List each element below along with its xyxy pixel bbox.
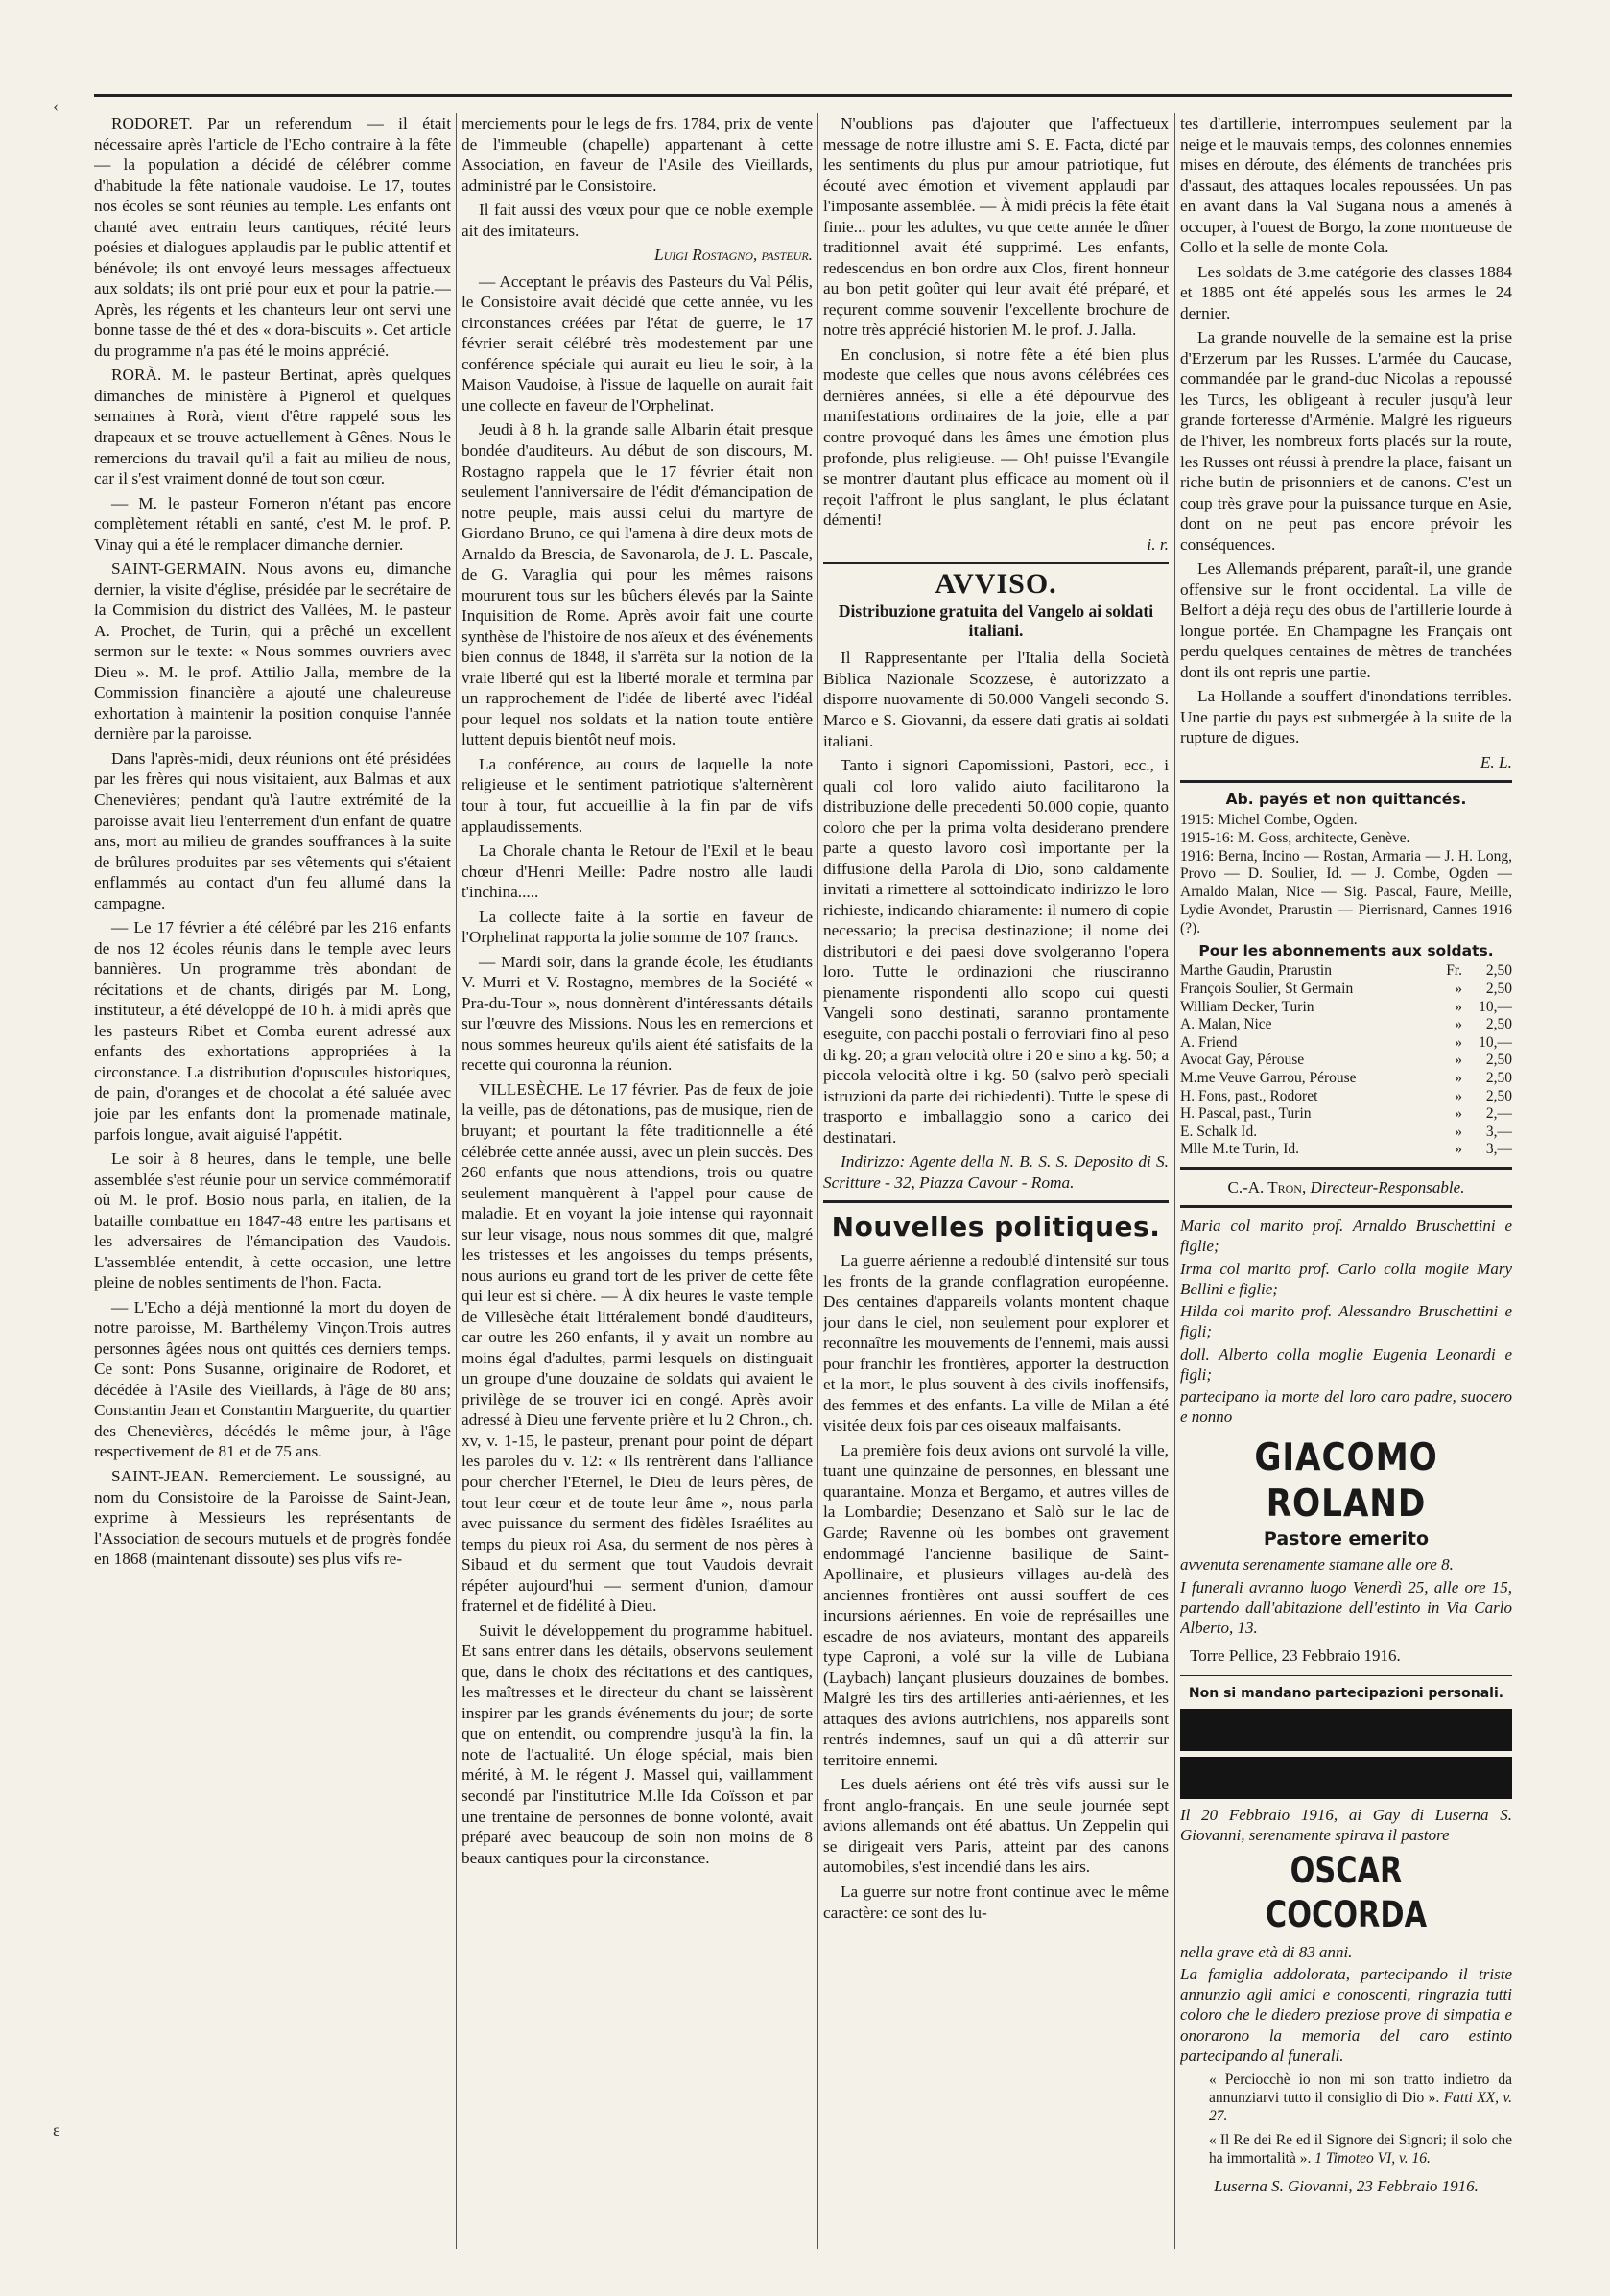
amount-value: 2,50 xyxy=(1485,962,1512,980)
subscriber-name: H. Pascal, past., Turin xyxy=(1180,1105,1312,1123)
column-4 xyxy=(1180,113,1512,2253)
politiques-paragraph: La première fois deux avions ont survolé la ville, tuant une quinzaine de personnes, en blessant une quarantaine. Monza et Bergamo, et autres villes de la Lombardie; Desenzano et Salò sur le lac de Garde; Ravenne où les bombes ont gravement endommagé l'ancienne basilique de Saint-Apollinaire, et plusieurs villages au-delà des anciennes frontières ont aussi souffert de ces incursions aériennes. En voie de représailles une escadre de nos aviateurs, montant des appareils type Caproni, a volé sur la ville de Lubiana (Laybach) lançant plusieurs douzaines de bombes. Malgré les tirs des artilleries anti-aériennes, et les attaques des avions autrichiens, nos appareils sont rentrés indemnes, sauf un qui a dû atterrir sur territoire ennemi. xyxy=(823,1440,1169,1769)
article-saint-germain-3: — Le 17 février a été célébré par les 216 enfants de nos 12 écoles réunis dans le temple avec leurs bannières. Un programme très abondant de récitations et de chants, dirigés par M. Long, instituteur, a été développé de 10 h. à midi après que les pasteurs Ribet et Comba eurent adressé aux enfants des exhortations appropriées à la circonstance. La distribution d'opuscules historiques, de pain, d'oranges et de chocolat a été saluée avec joie par les enfants dont la promenade matinale, parfois longue, avait aiguisé l'appétit. xyxy=(94,918,451,1144)
payes-title: Ab. payés et non quittancés. xyxy=(1225,791,1467,809)
obituary-family-line: partecipano la morte del loro caro padre, suocero e nonno xyxy=(1180,1387,1512,1427)
soldats-table xyxy=(1180,962,1512,1159)
table-row xyxy=(1180,1124,1512,1142)
table-row xyxy=(1180,1034,1512,1053)
paragraph: N'oublions pas d'ajouter que l'affectueux message de notre illustre ami S. E. Facta, dicté par les sentiments du plus pur amour patriotique, fut écouté avec émotion et vivement applaudi par l'imposante assemblée. — À midi précis la fête était finie... pour les adultes, vu que cette année le dîner traditionnel avait été supprimé. Les enfants, redescendus en bon ordre aux Clos, firent honneur au bon petit goûter qui leur avait été préparé, et reçurent comme souvenir l'excellente brochure de notre très apprécié historien M. le prof. J. Jalla. xyxy=(823,114,1169,340)
director-line xyxy=(1180,1177,1512,1197)
divider xyxy=(1180,780,1512,783)
soldats-title: Pour les abonnements aux soldats. xyxy=(1198,942,1494,960)
nouvelles-politiques-title: Nouvelles politiques. xyxy=(831,1211,1161,1243)
amount-value: 2,50 xyxy=(1485,1052,1512,1069)
payes-line: 1915: Michel Combe, Ogden. xyxy=(1180,811,1358,828)
subscriber-name: M.me Veuve Garrou, Pérouse xyxy=(1180,1069,1357,1086)
signature: E. L. xyxy=(1480,752,1512,771)
avviso-paragraph: Il Rappresentante per l'Italia della Società Biblica Nazionale Scozzese, è autorizzato a disporre nuovamente di 50.000 Vangeli secondo S. Marco e S. Giovanni, da essere dati gratis ai soldati italiani. xyxy=(823,649,1169,750)
amount-value: 2,50 xyxy=(1485,1069,1512,1086)
divider xyxy=(1180,1167,1512,1170)
paragraph: Suivit le développement du programme habituel. Et sans entrer dans les détails, observons seulement que, dans le choix des récitations et des cantiques, les maîtresses et le directeur du chant se laissèrent inspirer par les grands événements du jour; de sorte que on entendit, ou comprendre jusqu'à la fin, la note de l'actualité. Un éloge spécial, mais bien mérité, à M. le régent J. Massel qui, vaillamment secondé par l'institutrice M.lle Ida Coïsson et par une trentaine de personnes de bonne volonté, avait préparé avec beaucoup de soin non moins de 8 beaux cantiques pour la circonstance. xyxy=(462,1621,813,1867)
subscriber-name: William Decker, Turin xyxy=(1180,998,1314,1015)
amount-value: 3,— xyxy=(1485,1123,1512,1140)
amount-value: 10,— xyxy=(1479,1033,1512,1051)
politiques-paragraph: Les duels aériens ont été très vifs aussi sur le front anglo-français. En une seule journée sept avions allemands ont été abattus. Un Zeppelin qui se dirigeait vers Paris, atteint par des canons automobiles, s'est incendié dans les airs. xyxy=(823,1775,1169,1877)
obituary-intro: Il 20 Febbraio 1916, ai Gay di Luserna S. Giovanni, serenamente spirava il pastore xyxy=(1180,1805,1512,1845)
table-row xyxy=(1180,999,1512,1017)
obituary-text: avvenuta serenamente stamane alle ore 8. xyxy=(1180,1555,1454,1574)
paragraph: La Hollande a souffert d'inondations terribles. Une partie du pays est submergée à la suite de la rupture de digues. xyxy=(1180,687,1512,747)
director-role: Directeur-Responsable. xyxy=(1310,1177,1465,1196)
top-rule xyxy=(94,94,1512,97)
currency-mark: » xyxy=(1455,1033,1462,1051)
article-saint-germain-4: Le soir à 8 heures, dans le temple, une belle assemblée s'est réunie pour un service commémoratif où M. le prof. Bosio nous parla, en italien, de la bataille combattue en 1847-48 entre les partisans et les adversaires de l'émancipation des Vaudois. L'assemblée entendit, à cette occasion, une lettre pleine de nobles sentiments de l'hon. Facta. xyxy=(94,1149,451,1292)
quote-text: « Perciocchè io non mi son tratto indietro da annunziarvi tutto il consiglio di Dio ». xyxy=(1209,2071,1512,2106)
subscriber-name: A. Friend xyxy=(1180,1033,1238,1051)
paragraph: tes d'artillerie, interrompues seulement par la neige et le mauvais temps, des colonnes ennemies mises en déroute, des éléments de tranchées pris d'assaut, des attaques locales repoussées. Un pas en avant dans la Val Sugana nous a amenés à occuper, à l'ouest de Borgo, la zone montueuse de Collo et la selle de monte Cola. xyxy=(1180,114,1512,257)
table-row xyxy=(1180,1070,1512,1088)
avviso-subtitle: Distribuzione gratuita del Vangelo ai soldati italiani. xyxy=(838,602,1154,641)
article-rora-2: — M. le pasteur Forneron n'étant pas encore complètement rétabli en santé, c'est M. le prof. P. Vinay qui a été le remplacer dimanche dernier. xyxy=(94,493,451,554)
subscriber-name: Avocat Gay, Pérouse xyxy=(1180,1052,1305,1069)
article-rodoret: RODORET. Par un referendum — il était nécessaire après l'article de l'Echo contraire à la fête — la population a décidé de célébrer comme d'habitude la fête nationale vaudoise. Le 17, toutes nos écoles se sont réunies au temple. Les enfants ont chanté avec entrain leurs cantiques, récité leurs poésies et dialogues applaudis par le public attentif et bénévole; ils ont envoyé leurs messages affectueux aux soldats; ils ont prié pour eux et pour la patrie.— Après, les régents et les chanteurs leur ont servi une bonne tasse de thé et des « dora-biscuits ». Cet article du programme n'a pas été le moins apprécié. xyxy=(94,114,451,360)
obituary-family-line: doll. Alberto colla moglie Eugenia Leonardi e figli; xyxy=(1180,1344,1512,1384)
amount-value: 2,50 xyxy=(1485,981,1512,997)
obituary-name: GIACOMO ROLAND xyxy=(1254,1435,1438,1527)
avviso-address: Indirizzo: Agente della N. B. S. S. Deposito di S. Scritture - 32, Piazza Cavour - Roma. xyxy=(823,1152,1169,1192)
paragraph: — Acceptant le préavis des Pasteurs du Val Pélis, le Consistoire avait décidé que cette année, vu les circonstances créées par l'état de guerre, le 17 février serait célébré très modestement par une conférence spéciale qui aurait eu lieu le soir, à la Maison Vaudoise, à l'issue de laquelle on aurait fait une collecte en faveur de l'Orphelinat. xyxy=(462,272,813,414)
obituary-family-line: Maria col marito prof. Arnaldo Bruschettini e figlie; xyxy=(1180,1217,1512,1256)
table-row xyxy=(1180,1016,1512,1034)
currency-mark: » xyxy=(1455,1105,1462,1123)
subscriber-name: E. Schalk Id. xyxy=(1180,1123,1258,1140)
obituary-text: I funerali avranno luogo Venerdì 25, alle ore 15, partendo dall'abitazione dell'estinto in Via Carlo Alberto, 13. xyxy=(1180,1577,1512,1638)
column-rule xyxy=(456,113,457,2249)
payes-line: 1916: Berna, Incino — Rostan, Armaria — J. H. Long, Provo — D. Soulier, Id. — J. Combe, Ogden — Arnaldo Malan, Nice — Sig. Pascal, Faure, Meille, Lydie Avondet, Prarustin — Pierrisnard, Cannes 1916 (?). xyxy=(1180,847,1512,937)
avviso-section xyxy=(823,562,1169,640)
amount-value: 2,50 xyxy=(1485,1087,1512,1104)
article-saint-germain: SAINT-GERMAIN. Nous avons eu, dimanche dernier, la visite d'église, présidée par le secrétaire de la Commision du district des Vallées, M. le pasteur A. Prochet, de Turin, qui a prêché un excellent sermon sur le texte: « Nous sommes ouvriers avec Dieu ». M. le prof. Attilio Jalla, membre de la Commission financière a ajouté une chaleureuse exhortation à maintenir la position conquise l'année dernière par la paroisse. xyxy=(94,559,451,744)
paragraph: Jeudi à 8 h. la grande salle Albarin était presque bondée d'auditeurs. Au début de son discours, M. Rostagno rappela que le 17 février était non seulement l'anniversaire de l'édit d'émancipation de notre peuple, mais aussi celui du martyre de Giordano Bruno, ce qui l'amena à dire deux mots de Arnaldo da Brescia, de Savonarola, de J. L. Pascale, de G. Varaglia qui pour les mêmes raisons moururent tous sur les bûchers élevés par la Sainte Inquisition de Rome. Après avoir fait une courte synthèse de l'histoire de nos aïeux et des événements bien connus de 1848, il s'arrêta sur la notion de la vraie liberté qui est la liberté morale et termina par un rapprochement de l'idée de liberté avec l'idéal pour lequel nos soldats et la nation toute entière luttent depuis bientôt neuf mois. xyxy=(462,420,813,749)
currency-mark: » xyxy=(1455,981,1462,997)
amount-value: 3,— xyxy=(1485,1141,1512,1158)
column-2 xyxy=(462,113,813,2253)
quote-text: « Il Re dei Re ed il Signore dei Signori; il solo che ha immortalità ». xyxy=(1209,2131,1512,2166)
obituary-date: Torre Pellice, 23 Febbraio 1916. xyxy=(1190,1646,1401,1666)
currency-mark: » xyxy=(1455,998,1462,1015)
amount-value: 2,— xyxy=(1485,1105,1512,1123)
avviso-title: AVVISO. xyxy=(935,568,1057,601)
article-rora: RORÀ. M. le pasteur Bertinat, après quelques dimanches de ministère à Pignerol et quelques semaines à Rorà, vient d'être rappelé sous les drapeaux et se trouve actuellement à Gênes. Nous le remercions du travail qu'il a fait au milieu de nous, car il s'est vraiment donné de tout son cœur. xyxy=(94,366,451,488)
quote-reference: 1 Timoteo VI, v. 16. xyxy=(1314,2149,1431,2166)
obituary-name: OSCAR COCORDA xyxy=(1265,1850,1428,1936)
paragraph: La Chorale chanta le Retour de l'Exil et le beau chœur d'Henri Meille: Padre nostro alle laudi t'inchina..... xyxy=(462,841,813,902)
table-row xyxy=(1180,1141,1512,1159)
article-villeseche: VILLESÈCHE. Le 17 février. Pas de feux de joie la veille, pas de détonations, pas de musique, rien de bruyant; et pourtant la fête traditionnelle a été célébrée cette année aussi, avec un plein succès. Des 260 enfants que nous attendions, trois ou quatre seulement manquèrent à l'appel pour cause de maladie. Et en voyant la joie intense qui rayonnait sur leur visage, nous nous sommes dit que, malgré les tristesses et les angoisses du temps présents, nous aurions eu grand tort de les priver de cette fête qui leur est si chère. — À dix heures le vaste temple de Villesèche était littéralement bondé d'auditeurs, car outre les 260 enfants, il y avait un nombre au moins égal d'adultes, parmi lesquels on distinguait un groupe d'une douzaine de soldats qui avaient le privilège de se trouver ici en congé. Après avoir adressé à Dieu une fervente prière et lu 2 Chron., ch. xv, v. 1-15, le pasteur, prenant pour point de départ les paroles du v. 12: « Ils rentrèrent dans l'alliance pour chercher l'Eternel, le Dieu de leurs pères, de tout leur cœur et de toute leur âme », nous parla avec puissance du serment des fidèles Israélites au temps du pieux roi Asa, du serment de nos pères à Sibaud et du serment que tout Vaudois devrait répéter aujourd'hui — serment d'union, d'amour fraternel et de fidélité à Dieu. xyxy=(462,1079,813,1616)
article-saint-germain-2: Dans l'après-midi, deux réunions ont été présidées par les frères qui nous visitaient, aux Balmas et aux Chenevières; pendant qu'à l'autre extrémité de la paroisse avait lieu l'enterrement d'un enfant de quatre ans, mort au milieu de grandes souffrances à la suite de brûlures produites par ses vêtements qui s'étaient enflammés au contact d'un feu allumé dans la campagne. xyxy=(94,748,451,912)
currency-mark: » xyxy=(1455,1016,1462,1033)
obituary-text: La famiglia addolorata, partecipando il triste annunzio agli amici e conoscenti, ringrazia tutti coloro che le diedero preziose prove di simpatia e onorarono la memoria del caro estinto partecipando al funerali. xyxy=(1180,1964,1512,2065)
subscriber-name: Mlle M.te Turin, Id. xyxy=(1180,1141,1300,1158)
paragraph: La grande nouvelle de la semaine est la prise d'Erzerum par les Russes. L'armée du Caucase, commandée par le grand-duc Nicolas a repoussé les Turcs, les obligeant à reculer jusqu'à leur grande forteresse d'Arménie. Malgré les rigueurs de l'hiver, les nombreux forts placés sur la route, les Russes ont réussi à prendre la place, faisant un riche butin de prisonniers et de canons. C'est un coup très grave pour la puissance turque en Asie, dont on ne peut pas encore prévoir les conséquences. xyxy=(1180,328,1512,554)
column-3 xyxy=(823,113,1169,2253)
paragraph: La conférence, au cours de laquelle la note religieuse et le sentiment patriotique s'alternèrent tour à tour, fut accueillie à la fin par de vifs applaudissements. xyxy=(462,754,813,836)
obituary-family-line: Hilda col marito prof. Alessandro Bruschettini e figli; xyxy=(1180,1302,1512,1341)
subscriber-name: François Soulier, St Germain xyxy=(1180,981,1354,997)
mourning-band xyxy=(1180,1757,1512,1799)
obituary-role: Pastore emerito xyxy=(1263,1527,1430,1550)
obituary-family-line: Irma col marito prof. Carlo colla moglie Mary Bellini e figlie; xyxy=(1180,1259,1512,1298)
paragraph: Les soldats de 3.me catégorie des classes 1884 et 1885 ont été appelés sous les armes le 24 dernier. xyxy=(1180,262,1512,322)
payes-line: 1915-16: M. Goss, architecte, Genève. xyxy=(1180,829,1410,846)
table-row xyxy=(1180,981,1512,999)
divider xyxy=(1180,1675,1512,1676)
paragraph: La collecte faite à la sortie en faveur de l'Orphelinat rapporta la jolie somme de 107 francs. xyxy=(462,907,813,947)
article-saint-jean: SAINT-JEAN. Remerciement. Le soussigné, au nom du Consistoire de la Paroisse de Saint-Jean, exprime à Messieurs les représentants de l'Association de secours mutuels et de progrès fondée en 1868 (maintenant dissoute) ses plus vifs re- xyxy=(94,1467,451,1569)
column-rule xyxy=(1174,113,1175,2249)
currency-mark: » xyxy=(1455,1069,1462,1086)
director-name: C.-A. Tron, xyxy=(1227,1177,1307,1196)
paragraph: — Mardi soir, dans la grande école, les étudiants V. Murri et V. Rostagno, membres de la Société « Pra-du-Tour », nous donnèrent d'intéressants détails sur l'œuvre des Missions. Nous les en remercions et nous sommes heureux qu'ils aient été satisfaits de la recette qui couronna la réunion. xyxy=(462,952,813,1075)
subscriber-name: A. Malan, Nice xyxy=(1180,1016,1272,1033)
margin-mark: ε xyxy=(53,2120,60,2140)
divider xyxy=(1180,1205,1512,1208)
obituary-date: Luserna S. Giovanni, 23 Febbraio 1916. xyxy=(1214,2176,1479,2195)
table-row xyxy=(1180,1088,1512,1106)
signature: Luigi Rostagno, pasteur. xyxy=(653,246,813,265)
subscriber-name: H. Fons, past., Rodoret xyxy=(1180,1087,1318,1104)
signature: i. r. xyxy=(1147,534,1169,554)
obituary-note: Non si mandano partecipazioni personali. xyxy=(1188,1686,1504,1702)
politiques-paragraph: La guerre sur notre front continue avec le même caractère: ce sont des lu- xyxy=(823,1882,1169,1922)
divider xyxy=(823,1200,1169,1203)
paragraph: En conclusion, si notre fête a été bien plus modeste que celles que nous avons célébrées ces dernières années, si elle a été dépourvue des manifestations ordinaires de la joie, elle a par contre provoqué dans les âmes une émotion plus profonde, plus religieuse. — Oh! puisse l'Evangile se montrer d'autant plus efficace au moment où il reçoit l'affront le plus sanglant, le plus éclatant démenti! xyxy=(823,344,1169,530)
table-row xyxy=(1180,1052,1512,1070)
politiques-paragraph: La guerre aérienne a redoublé d'intensité sur tous les fronts de la grande conflagration européenne. Des centaines d'appareils volants montent chaque jour dans le ciel, non seulement pour explorer et reconnaître les mouvements de l'ennemi, mais aussi pour franchir les frontières, apporter la destruction et la mort, le plus souvent à des civils inoffensifs, des femmes et des enfants. La ville de Milan a été visitée deux fois par ces oiseaux malfaisants. xyxy=(823,1251,1169,1435)
currency-mark: Fr. xyxy=(1446,962,1462,980)
table-row xyxy=(1180,962,1512,981)
obituary-age: nella grave età di 83 anni. xyxy=(1180,1942,1353,1961)
article-saint-germain-5: — L'Echo a déjà mentionné la mort du doyen de notre paroisse, M. Barthélemy Vinçon.Trois autres personnes âgées nous ont quittés ces derniers temps. Ce sont: Pons Susanne, originaire de Rodoret, et décédée à l'Asile des Vieillards, à l'âge de 80 ans; Constantin Jean et Constantin Marguerite, du quartier des Chenevières, décédés le même jour, à l'âge respectivement de 81 et de 75 ans. xyxy=(94,1297,451,1461)
paragraph: Il fait aussi des vœux pour que ce noble exemple ait des imitateurs. xyxy=(462,201,813,240)
column-1 xyxy=(94,113,451,2253)
quote-reference: Fatti XX, v. 27. xyxy=(1209,2089,1512,2124)
margin-mark: ‹ xyxy=(53,96,59,115)
currency-mark: » xyxy=(1455,1123,1462,1140)
mourning-band xyxy=(1180,1709,1512,1751)
avviso-paragraph: Tanto i signori Capomissioni, Pastori, ecc., i quali col loro valido aiuto facilitarono la distribuzione delle precedenti 50.000 copie, quanto coloro che per la prima volta desiderano prendere parte a questo lavoro così importante per la diffusione della Parola di Dio, sono caldamente invitati a rimettere al sottoindicato indirizzo le loro richieste, indicando chiaramente: il numero di copie necessario; la precisa destinazione; il nome dei distributori e dei paesi dove svolgeranno l'opera loro. Tutte le ordinazioni che riusciranno pienamente rispondenti allo scopo cui questi Vangeli sono destinati, saranno prontamente eseguite, con pacchi postali o ferroviari fino al peso di kg. 20; a gran velocità oltre i 20 e sino a kg. 50; a piccola velocità oltre i kg. 50 (salvo però speciali istruzioni da parte dei richiedenti). Tutte le spese di trasporto e imballaggio sono a carico dei destinatari. xyxy=(823,756,1169,1147)
scripture-quote xyxy=(1209,2071,1512,2126)
amount-value: 10,— xyxy=(1479,998,1512,1015)
subscriber-name: Marthe Gaudin, Prarustin xyxy=(1180,962,1332,980)
currency-mark: » xyxy=(1455,1087,1462,1104)
currency-mark: » xyxy=(1455,1052,1462,1069)
scripture-quote xyxy=(1209,2132,1512,2168)
column-rule xyxy=(817,113,818,2249)
table-row xyxy=(1180,1105,1512,1124)
currency-mark: » xyxy=(1455,1141,1462,1158)
paragraph: merciements pour le legs de frs. 1784, prix de vente de l'immeuble (chapelle) appartenant à cette Association, en faveur de l'Asile des Vieillards, administré par le Consistoire. xyxy=(462,114,813,195)
amount-value: 2,50 xyxy=(1485,1016,1512,1033)
paragraph: Les Allemands préparent, paraît-il, une grande offensive sur le front occidental. La ville de Belfort a déjà reçu des obus de l'artillerie lourde à longue portée. En Champagne les Français ont perdu quelques centaines de mètres de tranchées dont ils ont repris une partie. xyxy=(1180,559,1512,681)
